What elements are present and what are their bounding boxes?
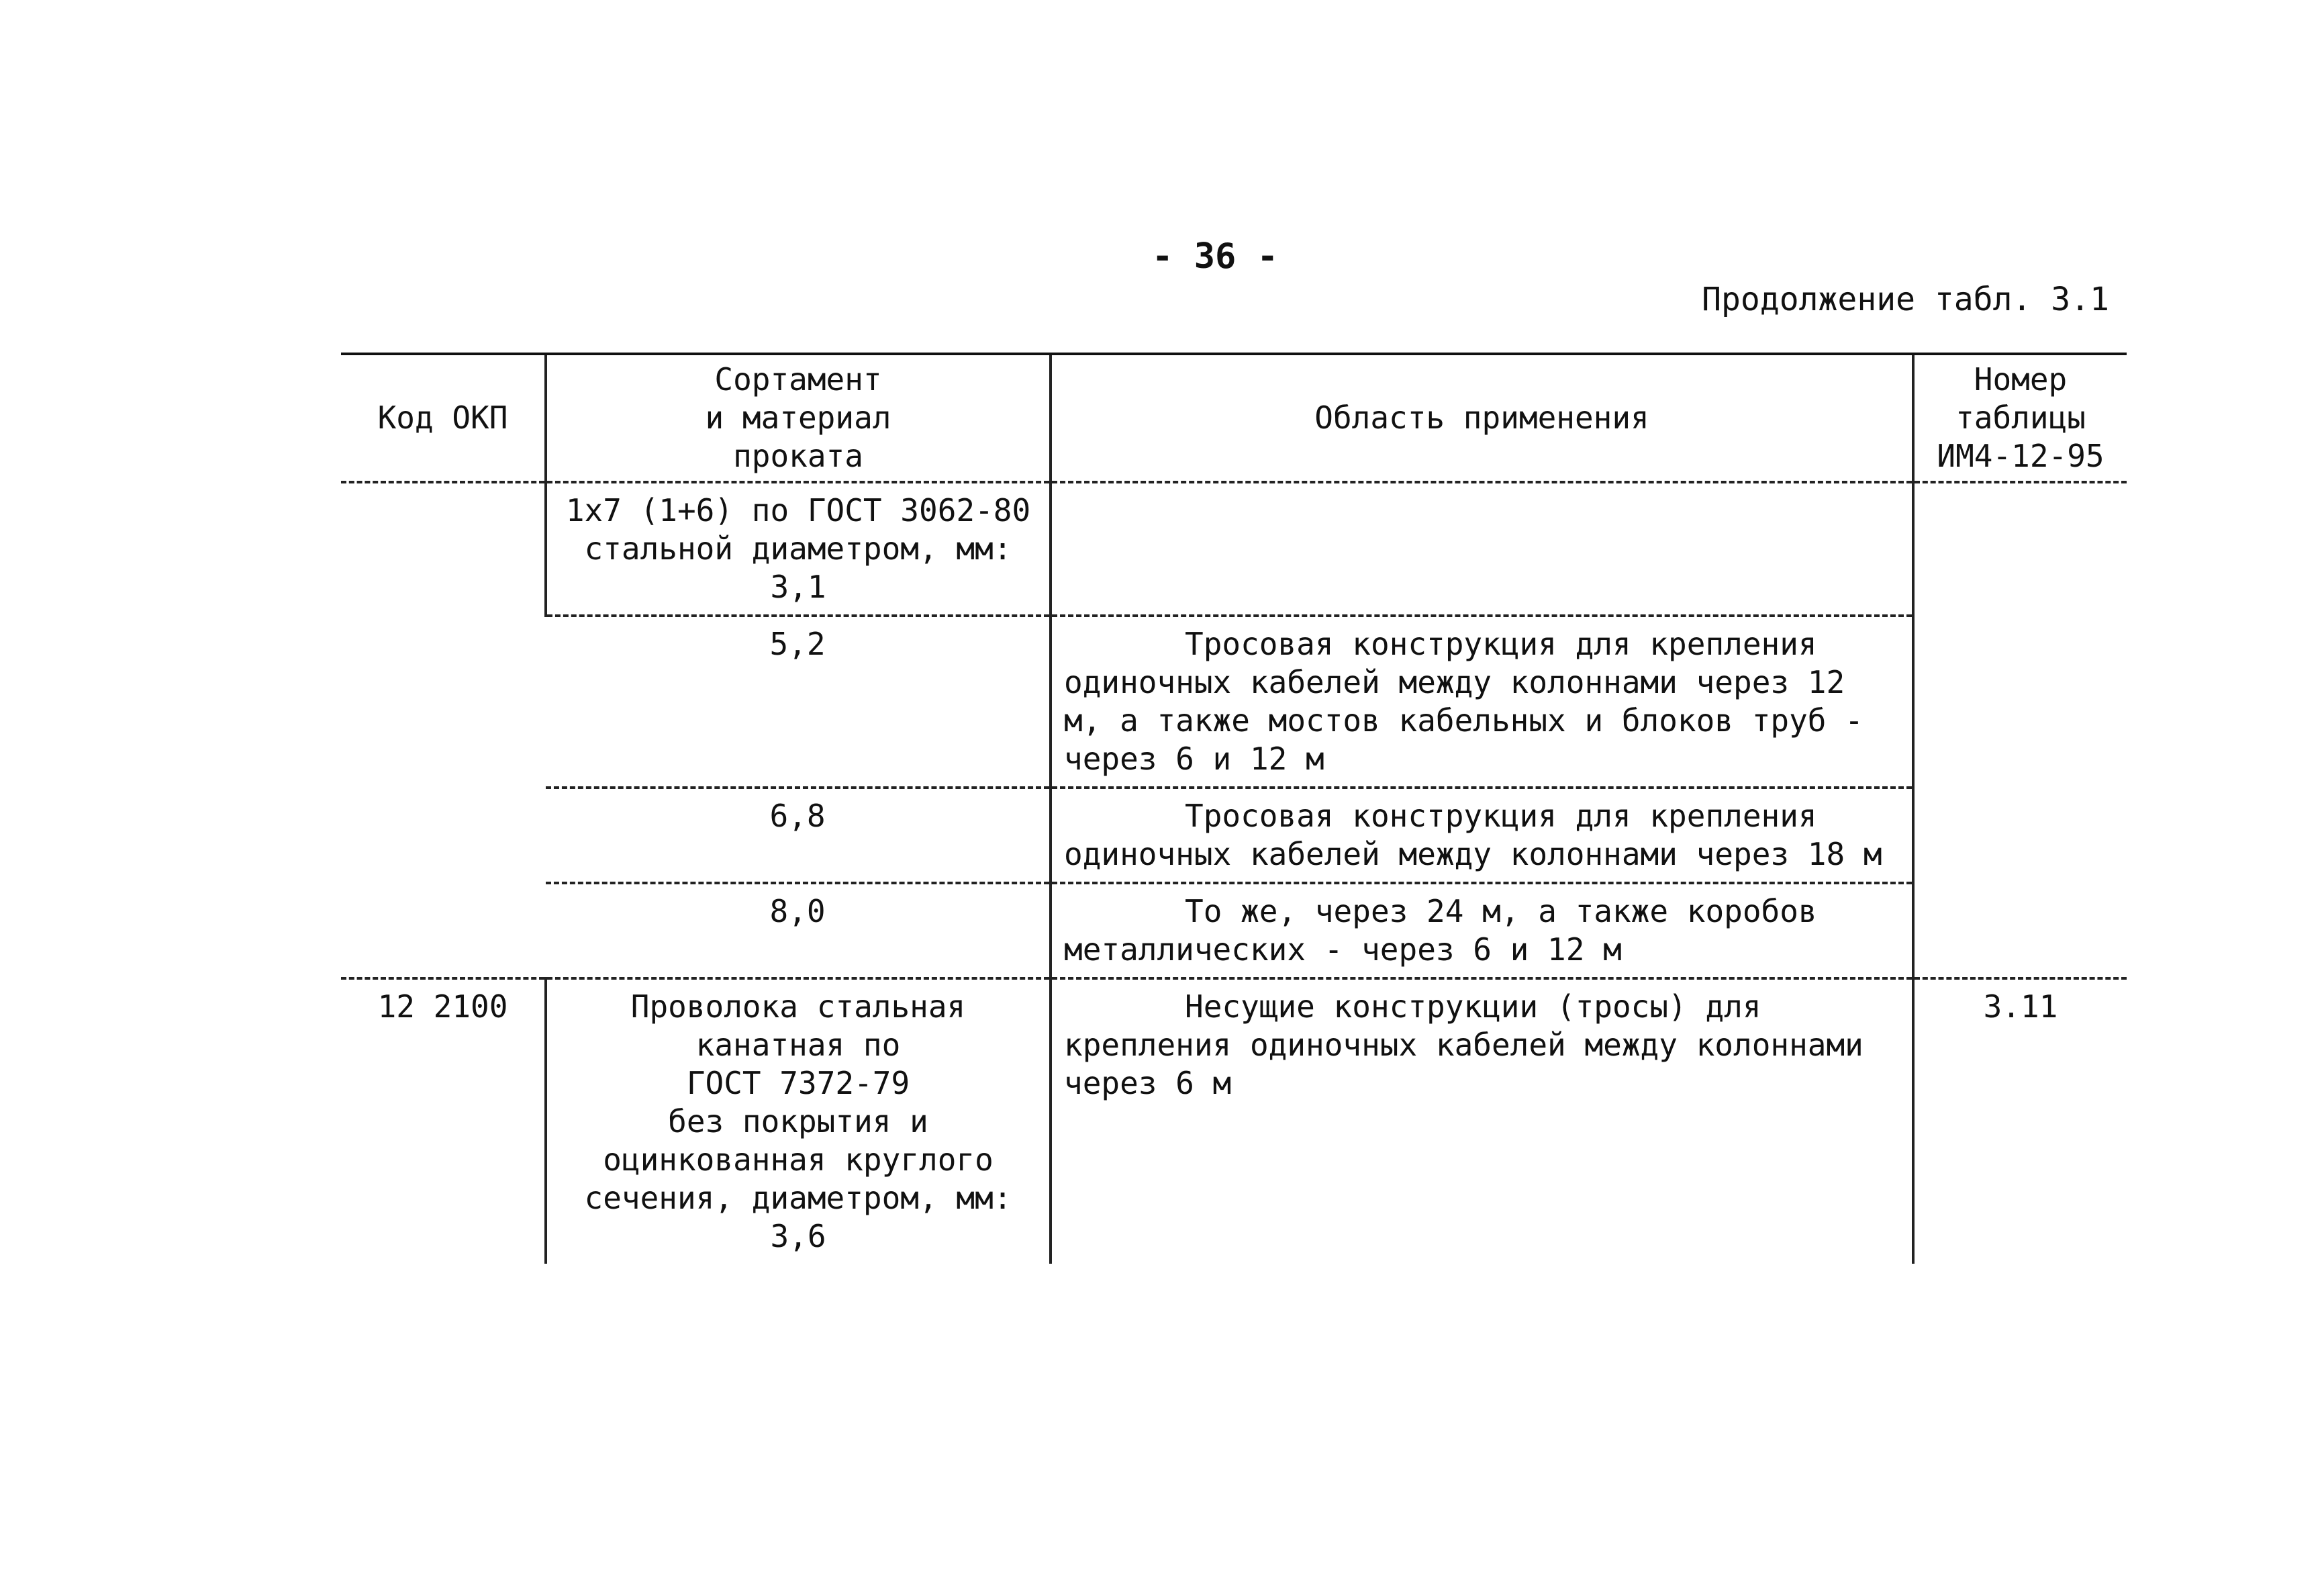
cell-application: То же, через 24 м, а также коробов металлических - через 6 и 12 м xyxy=(1051,883,1913,978)
materials-table xyxy=(341,353,2127,1264)
cell-table-number: 3.11 xyxy=(1913,978,2127,1264)
cell-application: Тросовая конструкция для крепления одиночных кабелей между колоннами через 12 м, а также мостов кабельных и блоков труб - через 6 и 12 м xyxy=(1051,616,1913,788)
table-row xyxy=(341,616,2127,788)
cell-code: 12 2100 xyxy=(377,988,508,1025)
table-row xyxy=(341,978,2127,1264)
page-number: - 36 - xyxy=(1152,236,1278,277)
header-table-number: Номер таблицы ИМ4-12-95 xyxy=(1913,354,2127,482)
header-assortment: Сортамент и материал проката xyxy=(546,354,1051,482)
cell-assortment: 1х7 (1+6) по ГОСТ 3062-80 стальной диаметром, мм: 3,1 xyxy=(546,482,1051,616)
table-row xyxy=(341,482,2127,616)
table-row xyxy=(341,883,2127,978)
cell-code xyxy=(341,482,546,978)
cell-application: Тросовая конструкция для крепления одиночных кабелей между колоннами через 18 м xyxy=(1051,788,1913,883)
table-header-row xyxy=(341,354,2127,482)
header-code: Код ОКП xyxy=(341,354,546,482)
cell-assortment: 5,2 xyxy=(546,616,1051,788)
table-continuation-caption: Продолжение табл. 3.1 xyxy=(1702,281,2109,318)
cell-application xyxy=(1051,482,1913,616)
cell-application: Несущие конструкции (тросы) для крепления одиночных кабелей между колоннами через 6 м xyxy=(1051,978,1913,1264)
cell-assortment: 6,8 xyxy=(546,788,1051,883)
cell-table-number xyxy=(1913,482,2127,978)
cell-assortment: 8,0 xyxy=(546,883,1051,978)
header-application: Область применения xyxy=(1051,354,1913,482)
table-row xyxy=(341,788,2127,883)
cell-assortment: Проволока стальная канатная по ГОСТ 7372-79 без покрытия и оцинкованная круглого сечения, диаметром, мм: 3,6 xyxy=(546,978,1051,1264)
